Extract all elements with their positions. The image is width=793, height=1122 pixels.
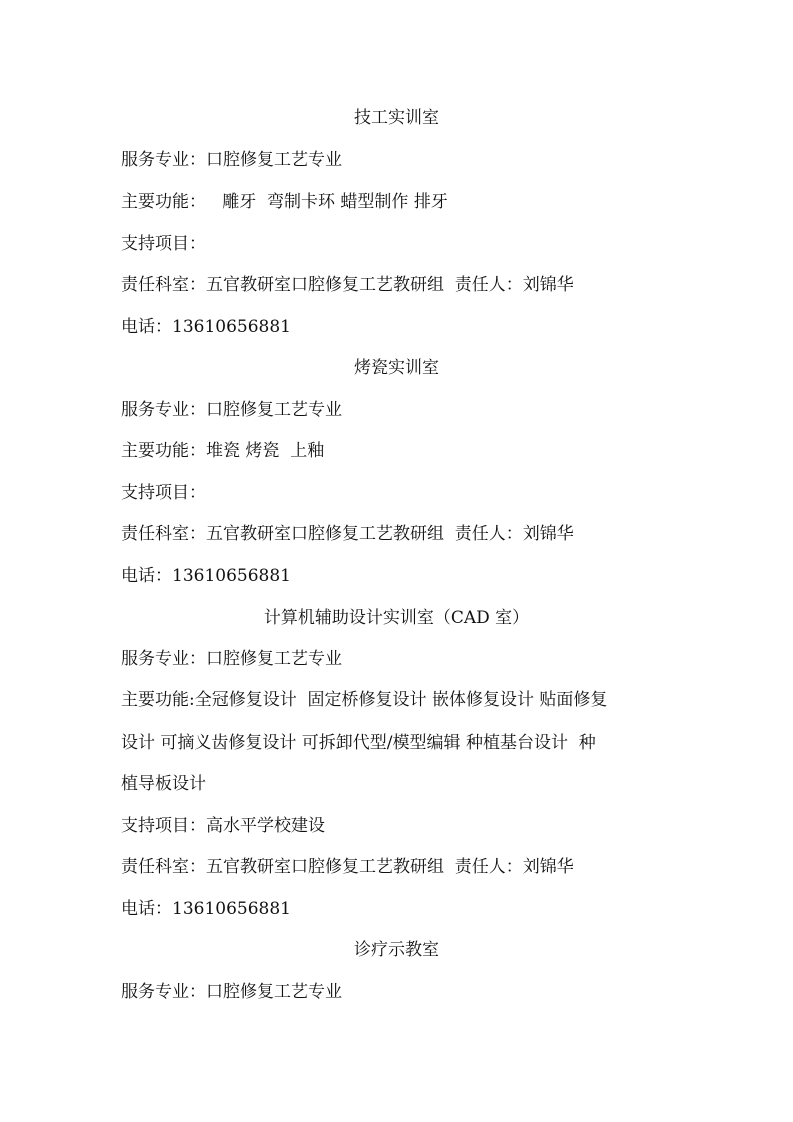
phone-line: 电话：13610656881 (121, 899, 291, 919)
section-title-clinic-demo-room: 诊疗示教室 (354, 940, 439, 960)
support-line: 支持项目：高水平学校建设 (121, 816, 325, 836)
service-line: 服务专业：口腔修复工艺专业 (121, 150, 342, 170)
functions-line: 主要功能：堆瓷 烤瓷 上釉 (121, 441, 325, 461)
section-title-technician-lab: 技工实训室 (354, 108, 439, 128)
support-line: 支持项目： (121, 234, 206, 254)
support-line: 支持项目： (121, 483, 206, 503)
functions-line-3: 植导板设计 (121, 774, 206, 794)
section-title-cad-lab: 计算机辅助设计实训室（CAD 室） (263, 608, 530, 628)
department-line: 责任科室：五官教研室口腔修复工艺教研组 责任人：刘锦华 (121, 275, 574, 295)
functions-line-1: 主要功能:全冠修复设计 固定桥修复设计 嵌体修复设计 贴面修复 (121, 690, 608, 710)
phone-line: 电话：13610656881 (121, 317, 291, 337)
functions-line: 主要功能： 雕牙 弯制卡环 蜡型制作 排牙 (121, 192, 448, 212)
section-title-porcelain-lab: 烤瓷实训室 (354, 358, 439, 378)
functions-line-2: 设计 可摘义齿修复设计 可拆卸代型/模型编辑 种植基台设计 种 (121, 733, 596, 753)
department-line: 责任科室：五官教研室口腔修复工艺教研组 责任人：刘锦华 (121, 857, 574, 877)
department-line: 责任科室：五官教研室口腔修复工艺教研组 责任人：刘锦华 (121, 524, 574, 544)
service-line: 服务专业：口腔修复工艺专业 (121, 982, 342, 1002)
service-line: 服务专业：口腔修复工艺专业 (121, 649, 342, 669)
service-line: 服务专业：口腔修复工艺专业 (121, 400, 342, 420)
phone-line: 电话：13610656881 (121, 566, 291, 586)
